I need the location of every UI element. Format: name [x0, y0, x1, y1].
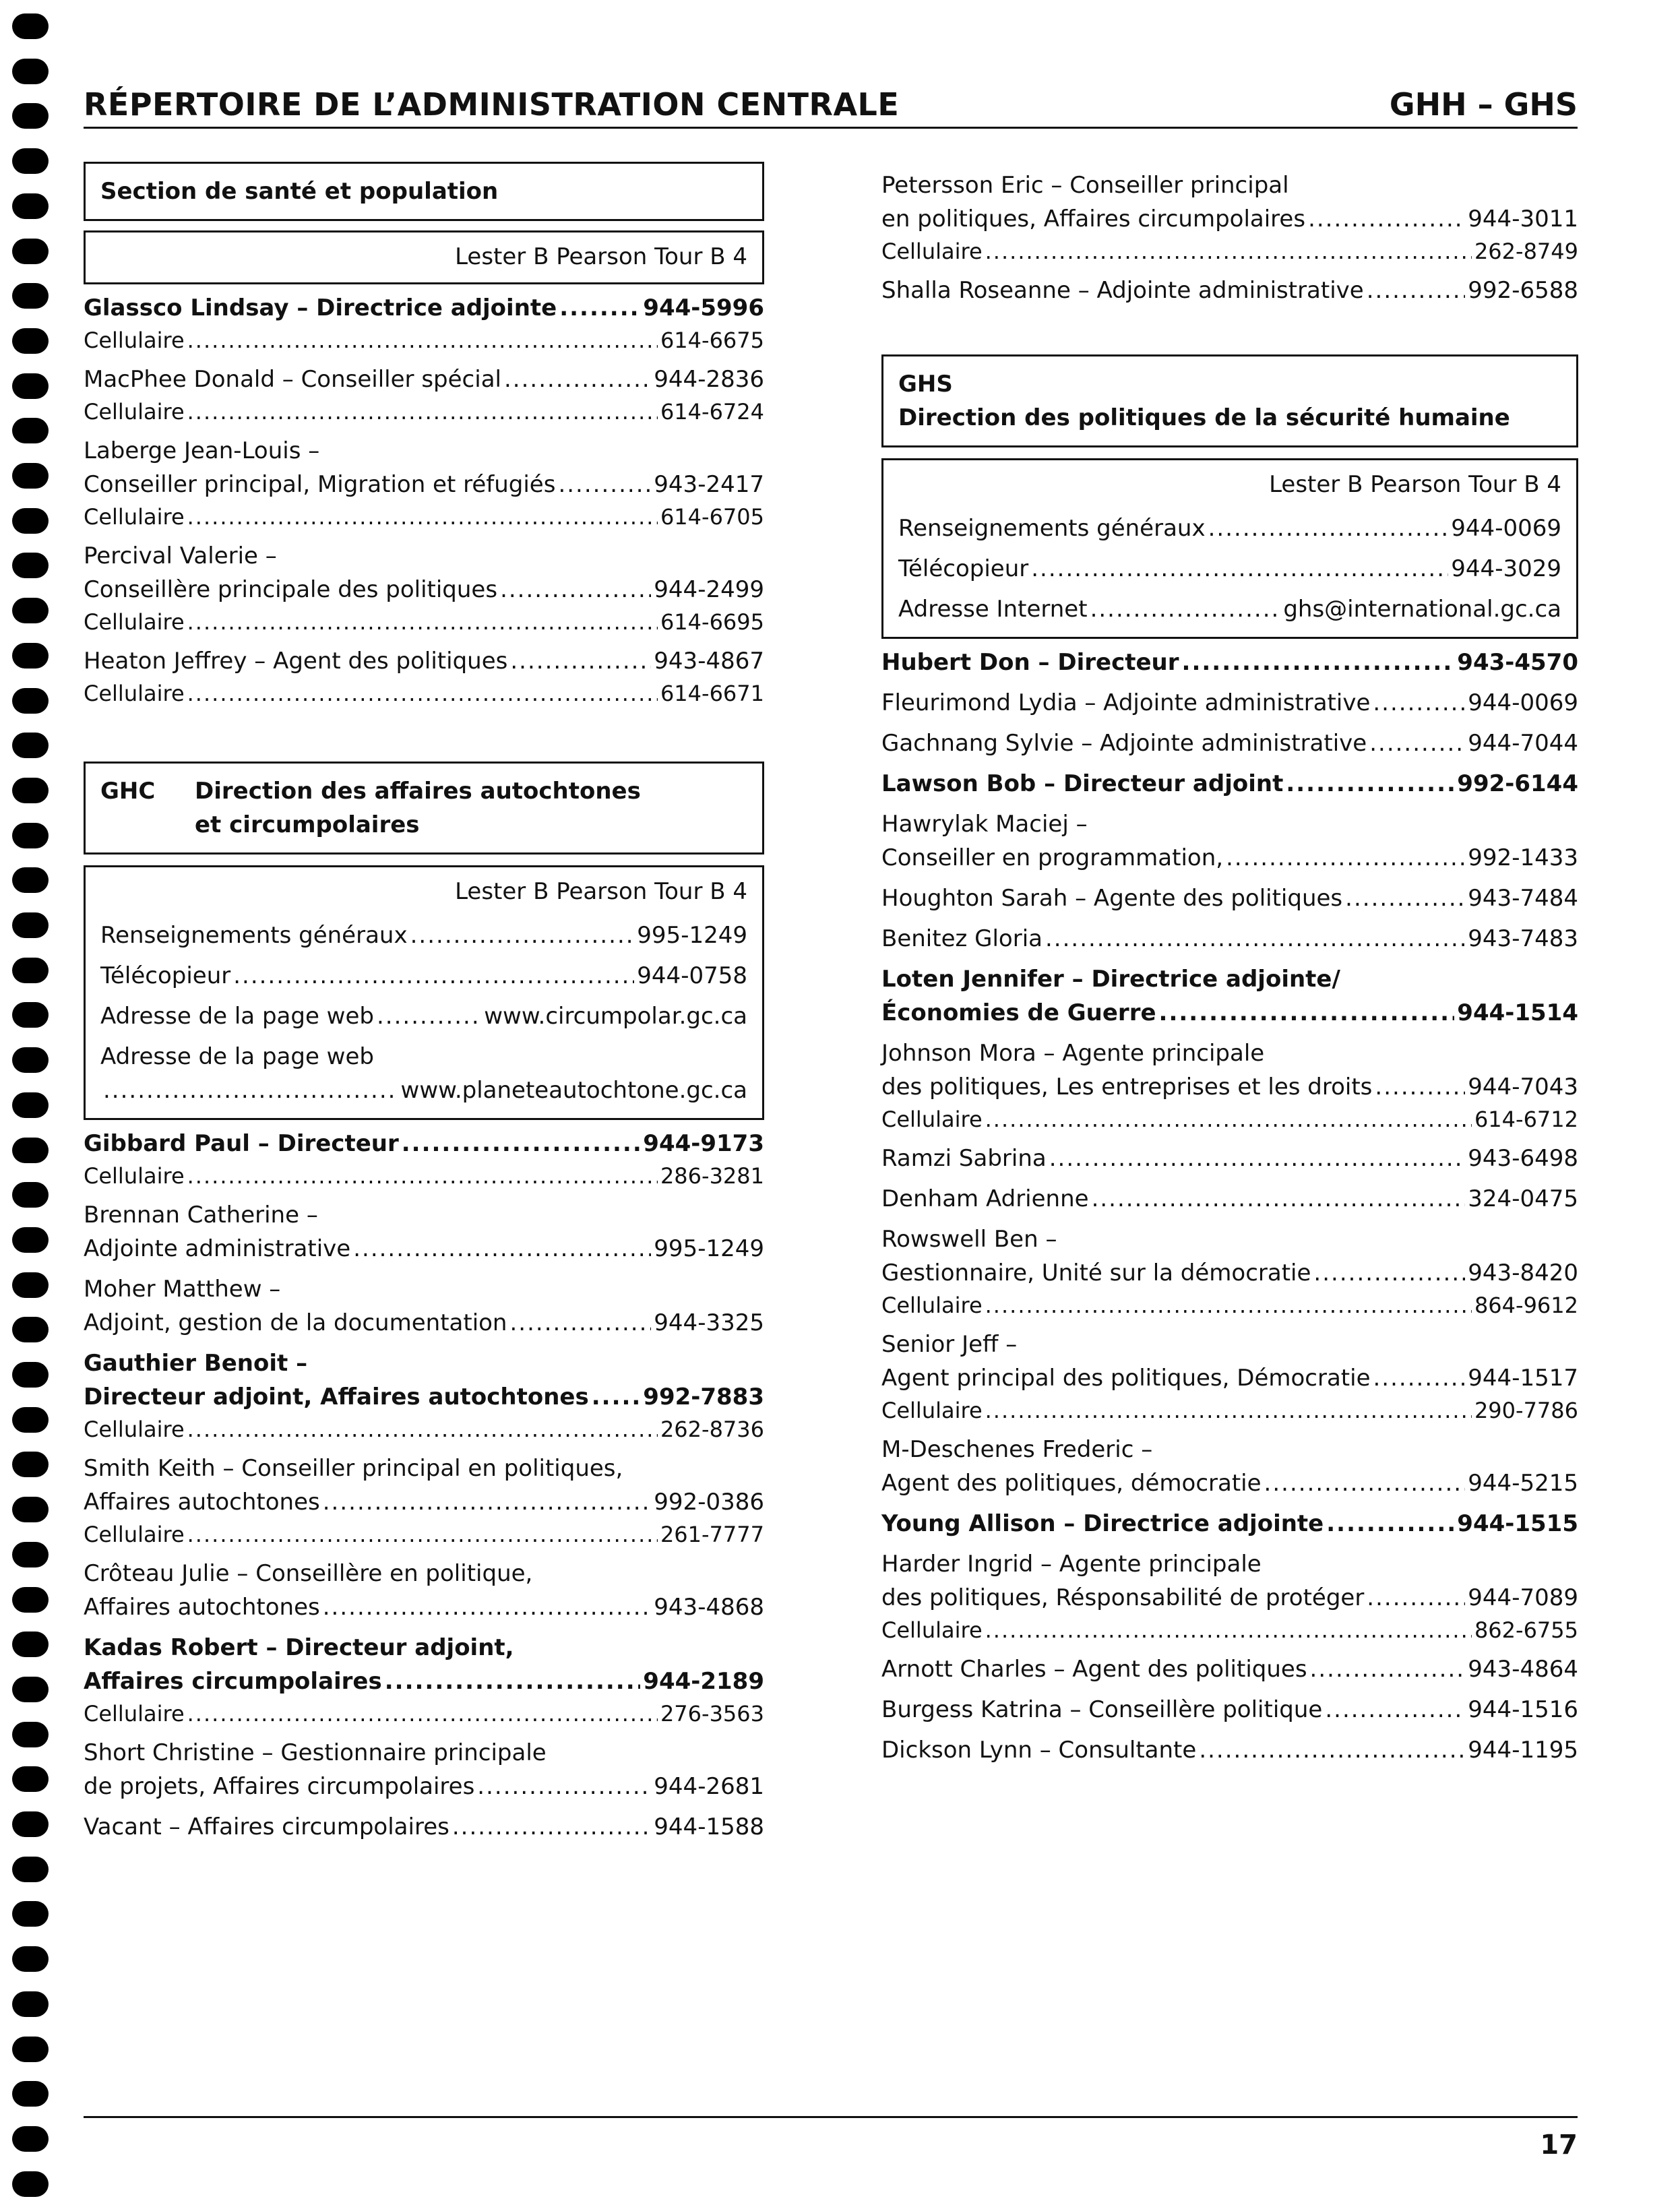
- binder-hole: [12, 553, 49, 578]
- cell-number: 614-6705: [660, 504, 764, 530]
- binder-hole: [12, 1677, 49, 1702]
- person-title: Adjoint, gestion de la documentation: [84, 1309, 507, 1336]
- phone-number: 944-2681: [654, 1773, 764, 1800]
- section-code: GHS: [898, 371, 953, 398]
- person-entry: [881, 881, 1578, 915]
- binder-hole: [12, 1766, 49, 1792]
- footer-rule: [84, 2116, 1578, 2118]
- phone-number: 944-7089: [1468, 1584, 1578, 1611]
- binder-hole: [12, 823, 49, 848]
- binder-hole: [12, 1272, 49, 1298]
- page-code-range: GHH – GHS: [1389, 86, 1578, 123]
- person-title: Ramzi Sabrina: [881, 1145, 1047, 1172]
- section-code: GHC: [100, 778, 156, 805]
- section-title: Section de santé et population: [100, 178, 499, 205]
- phone-number: 992-6588: [1468, 277, 1578, 304]
- phone-number: 995-1249: [654, 1235, 764, 1262]
- info-label: Télécopieur: [898, 555, 1029, 582]
- binder-hole: [12, 2126, 49, 2152]
- person-entry: [881, 1693, 1578, 1727]
- building-label: Lester B Pearson Tour B 4: [455, 243, 747, 270]
- binder-hole: [12, 1002, 49, 1028]
- person-name-line: Short Christine – Gestionnaire principale: [84, 1739, 547, 1766]
- info-label: Renseignements généraux: [898, 515, 1206, 542]
- person-name-line: Loten Jennifer – Directrice adjointe/: [881, 966, 1340, 993]
- section-title-line2: et circumpolaires: [195, 811, 420, 838]
- person-entry: [881, 807, 1578, 875]
- person-entry: [84, 1198, 764, 1266]
- cell-label: Cellulaire: [881, 1617, 983, 1643]
- person-title: en politiques, Affaires circumpolaires: [881, 206, 1306, 232]
- cell-label: Cellulaire: [84, 399, 185, 425]
- person-entry: [881, 1652, 1578, 1686]
- info-value: 944-3029: [1451, 555, 1561, 582]
- person-entry: [881, 1507, 1578, 1541]
- person-entry: [84, 644, 764, 709]
- binder-hole: [12, 1452, 49, 1477]
- person-title: Houghton Sarah – Agente des politiques: [881, 885, 1343, 912]
- cell-number: 290-7786: [1474, 1398, 1578, 1423]
- binder-hole: [12, 1497, 49, 1522]
- info-value: 944-0758: [637, 962, 747, 989]
- binder-hole: [12, 59, 49, 84]
- binder-hole: [12, 1317, 49, 1342]
- person-name-line: Brennan Catherine –: [84, 1202, 318, 1229]
- phone-number: 992-7883: [643, 1384, 764, 1410]
- person-title: Économies de Guerre: [881, 999, 1156, 1026]
- info-label: Adresse Internet: [898, 596, 1088, 623]
- phone-number: 944-1588: [654, 1813, 764, 1840]
- cell-number: 614-6695: [660, 609, 764, 635]
- person-entry: [881, 1182, 1578, 1216]
- cell-label: Cellulaire: [84, 609, 185, 635]
- phone-number: 944-7043: [1468, 1074, 1578, 1100]
- person-entry: [881, 274, 1578, 307]
- person-entry: [881, 726, 1578, 760]
- binder-hole: [12, 1632, 49, 1657]
- binder-hole: [12, 373, 49, 399]
- building-label: Lester B Pearson Tour B 4: [1269, 471, 1561, 498]
- person-title: Agent principal des politiques, Démocratie: [881, 1365, 1371, 1392]
- binder-hole: [12, 912, 49, 938]
- binder-hole: [12, 1182, 49, 1208]
- cell-label: Cellulaire: [84, 1417, 185, 1442]
- person-title: Denham Adrienne: [881, 1185, 1089, 1212]
- phone-number: 943-8420: [1468, 1260, 1578, 1286]
- person-entry: [881, 1142, 1578, 1175]
- header-rule: [84, 127, 1578, 129]
- cell-number: 614-6724: [660, 399, 764, 425]
- building-label: Lester B Pearson Tour B 4: [455, 878, 747, 905]
- binder-hole: [12, 733, 49, 758]
- cell-number: 862-6755: [1474, 1617, 1578, 1643]
- person-entry: [881, 767, 1578, 801]
- section-people-list: [881, 168, 1578, 307]
- phone-number: 943-2417: [654, 471, 764, 498]
- person-title: Gibbard Paul – Directeur: [84, 1130, 399, 1157]
- binder-hole: [12, 1542, 49, 1567]
- person-title: Dickson Lynn – Consultante: [881, 1737, 1197, 1764]
- cell-number: 614-6675: [660, 328, 764, 353]
- person-entry: [84, 539, 764, 638]
- info-row: [898, 552, 1561, 586]
- binder-hole: [12, 463, 49, 489]
- phone-number: 943-7483: [1468, 925, 1578, 952]
- cell-label: Cellulaire: [881, 1398, 983, 1423]
- person-name-line: Hawrylak Maciej –: [881, 811, 1088, 838]
- binder-hole: [12, 1587, 49, 1613]
- person-title: Conseillère principale des politiques: [84, 576, 498, 603]
- person-entry: [881, 962, 1578, 1030]
- cell-number: 262-8749: [1474, 239, 1578, 264]
- binder-hole: [12, 958, 49, 983]
- info-value: 995-1249: [637, 922, 747, 949]
- binder-hole: [12, 103, 49, 129]
- page-number: 17: [1540, 2130, 1578, 2161]
- section-people-list: [881, 646, 1578, 1767]
- person-title: Adjointe administrative: [84, 1235, 351, 1262]
- person-title: Shalla Roseanne – Adjointe administrative: [881, 277, 1364, 304]
- binder-holes: [12, 13, 53, 2197]
- person-entry: [881, 1433, 1578, 1500]
- binder-hole: [12, 2171, 49, 2197]
- phone-number: 992-0386: [654, 1489, 764, 1516]
- cell-label: Cellulaire: [84, 328, 185, 353]
- binder-hole: [12, 598, 49, 623]
- person-entry: [84, 1557, 764, 1624]
- person-title: Affaires circumpolaires: [84, 1668, 382, 1695]
- person-title: Benitez Gloria: [881, 925, 1043, 952]
- person-name-line: Smith Keith – Conseiller principal en politiques,: [84, 1455, 623, 1482]
- cell-label: Cellulaire: [84, 1701, 185, 1727]
- phone-number: 944-5215: [1468, 1470, 1578, 1497]
- phone-number: 944-3011: [1468, 206, 1578, 232]
- person-entry: [84, 1346, 764, 1445]
- binder-hole: [12, 1407, 49, 1433]
- phone-number: 944-3325: [654, 1309, 764, 1336]
- binder-hole: [12, 1362, 49, 1388]
- person-title: Affaires autochtones: [84, 1594, 320, 1621]
- person-title: Fleurimond Lydia – Adjointe administrative: [881, 689, 1371, 716]
- person-entry: [84, 1272, 764, 1340]
- info-label: Adresse de la page web: [100, 1043, 374, 1070]
- phone-number: 944-1516: [1468, 1696, 1578, 1723]
- phone-number: 944-1195: [1468, 1737, 1578, 1764]
- person-title: Vacant – Affaires circumpolaires: [84, 1813, 449, 1840]
- person-title: Hubert Don – Directeur: [881, 649, 1179, 676]
- section-info-box: [881, 458, 1578, 639]
- person-title: de projets, Affaires circumpolaires: [84, 1773, 475, 1800]
- person-name-line: Harder Ingrid – Agente principale: [881, 1551, 1262, 1578]
- person-title: Glassco Lindsay – Directrice adjointe: [84, 294, 557, 321]
- binder-hole: [12, 1722, 49, 1747]
- web-link[interactable]: www.planeteautochtone.gc.ca: [400, 1077, 747, 1104]
- phone-number: 943-4867: [654, 648, 764, 675]
- person-entry: [84, 363, 764, 427]
- binder-hole: [12, 2037, 49, 2062]
- cell-label: Cellulaire: [881, 1107, 983, 1132]
- person-entry: [881, 1222, 1578, 1321]
- phone-number: 944-1514: [1457, 999, 1578, 1026]
- section-heading: [84, 162, 764, 221]
- section-building-box: [84, 230, 764, 284]
- binder-hole: [12, 418, 49, 443]
- section-people-list: [84, 1127, 764, 1844]
- binder-hole: [12, 643, 49, 669]
- phone-number: 944-7044: [1468, 730, 1578, 757]
- person-entry: [84, 1127, 764, 1191]
- phone-number: 324-0475: [1468, 1185, 1578, 1212]
- cell-number: 261-7777: [660, 1522, 764, 1547]
- cell-number: 286-3281: [660, 1163, 764, 1189]
- person-entry: [84, 291, 764, 356]
- person-name-line: Petersson Eric – Conseiller principal: [881, 172, 1289, 199]
- person-name-line: M-Deschenes Frederic –: [881, 1436, 1153, 1463]
- section-title: Direction des politiques de la sécurité humaine: [898, 404, 1510, 431]
- person-name-line: Laberge Jean-Louis –: [84, 437, 320, 464]
- info-label: Renseignements généraux: [100, 922, 408, 949]
- person-title: Affaires autochtones: [84, 1489, 320, 1516]
- person-title: MacPhee Donald – Conseiller spécial: [84, 366, 501, 393]
- person-entry: [881, 686, 1578, 720]
- cell-number: 262-8736: [660, 1417, 764, 1442]
- phone-number: 944-2836: [654, 366, 764, 393]
- person-title: Lawson Bob – Directeur adjoint: [881, 770, 1284, 797]
- binder-hole: [12, 1991, 49, 2017]
- person-title: Burgess Katrina – Conseillère politique: [881, 1696, 1323, 1723]
- person-name-line: Rowswell Ben –: [881, 1226, 1057, 1253]
- person-entry: [881, 646, 1578, 679]
- person-entry: [84, 1631, 764, 1729]
- cell-number: 276-3563: [660, 1701, 764, 1727]
- cell-number: 864-9612: [1474, 1293, 1578, 1318]
- phone-number: 944-1517: [1468, 1365, 1578, 1392]
- binder-hole: [12, 239, 49, 264]
- person-title: des politiques, Résponsabilité de protéger: [881, 1584, 1365, 1611]
- binder-hole: [12, 1946, 49, 1972]
- left-column: [84, 162, 764, 1849]
- phone-number: 944-2189: [643, 1668, 764, 1695]
- person-title: Conseiller principal, Migration et réfugiés: [84, 471, 556, 498]
- phone-number: 943-4570: [1457, 649, 1578, 676]
- cell-label: Cellulaire: [881, 239, 983, 264]
- person-name-line: Senior Jeff –: [881, 1331, 1018, 1358]
- cell-label: Cellulaire: [84, 1163, 185, 1189]
- person-name-line: Kadas Robert – Directeur adjoint,: [84, 1634, 514, 1661]
- person-title: Heaton Jeffrey – Agent des politiques: [84, 648, 508, 675]
- page-title: RÉPERTOIRE DE L’ADMINISTRATION CENTRALE: [84, 86, 900, 123]
- info-row: [898, 511, 1561, 545]
- info-row: [100, 919, 747, 952]
- person-title: Arnott Charles – Agent des politiques: [881, 1656, 1307, 1683]
- person-name-line: Johnson Mora – Agente principale: [881, 1040, 1265, 1067]
- person-entry: [84, 1736, 764, 1803]
- binder-hole: [12, 867, 49, 893]
- binder-hole: [12, 13, 49, 39]
- binder-hole: [12, 1857, 49, 1882]
- person-name-line: Crôteau Julie – Conseillère en politique,: [84, 1560, 533, 1587]
- phone-number: 944-9173: [643, 1130, 764, 1157]
- person-entry: [881, 1547, 1578, 1646]
- binder-hole: [12, 328, 49, 354]
- binder-hole: [12, 508, 49, 534]
- cell-label: Cellulaire: [84, 504, 185, 530]
- info-row: [100, 1040, 747, 1107]
- person-title: Gachnang Sylvie – Adjointe administrative: [881, 730, 1367, 757]
- binder-hole: [12, 1901, 49, 1927]
- binder-hole: [12, 148, 49, 174]
- phone-number: 944-1515: [1457, 1510, 1578, 1537]
- cell-label: Cellulaire: [881, 1293, 983, 1318]
- person-name-line: Percival Valerie –: [84, 542, 277, 569]
- binder-hole: [12, 1092, 49, 1118]
- phone-number: 992-6144: [1457, 770, 1578, 797]
- phone-number: 943-7484: [1468, 885, 1578, 912]
- phone-number: 943-4868: [654, 1594, 764, 1621]
- info-value: www.circumpolar.gc.ca: [484, 1003, 747, 1030]
- person-title: Gestionnaire, Unité sur la démocratie: [881, 1260, 1311, 1286]
- binder-hole: [12, 1227, 49, 1253]
- person-entry: [84, 1810, 764, 1844]
- info-label: Adresse de la page web: [100, 1003, 374, 1030]
- person-entry: [881, 168, 1578, 267]
- binder-hole: [12, 283, 49, 309]
- section-people-list: [84, 291, 764, 709]
- cell-number: 614-6712: [1474, 1107, 1578, 1132]
- section-title-line1: Direction des affaires autochtones: [195, 778, 641, 805]
- cell-number: 614-6671: [660, 681, 764, 706]
- cell-label: Cellulaire: [84, 1522, 185, 1547]
- right-column: [881, 162, 1578, 1772]
- binder-hole: [12, 1138, 49, 1163]
- cell-label: Cellulaire: [84, 681, 185, 706]
- phone-number: 943-4864: [1468, 1656, 1578, 1683]
- info-value: 944-0069: [1451, 515, 1561, 542]
- person-title: Conseiller en programmation,: [881, 844, 1224, 871]
- person-name-line: Gauthier Benoit –: [84, 1350, 308, 1377]
- info-row: [100, 959, 747, 993]
- binder-hole: [12, 2081, 49, 2107]
- binder-hole: [12, 688, 49, 714]
- info-label: Télécopieur: [100, 962, 231, 989]
- person-title: Young Allison – Directrice adjointe: [881, 1510, 1324, 1537]
- person-entry: [881, 1733, 1578, 1767]
- section-info-box: [84, 865, 764, 1120]
- info-row: [100, 999, 747, 1033]
- info-value: ghs@international.gc.ca: [1283, 596, 1561, 623]
- section-heading: [84, 762, 764, 855]
- person-entry: [84, 1452, 764, 1550]
- binder-hole: [12, 193, 49, 219]
- info-row: [898, 592, 1561, 626]
- binder-hole: [12, 778, 49, 803]
- phone-number: 992-1433: [1468, 844, 1578, 871]
- person-entry: [881, 1036, 1578, 1135]
- person-entry: [881, 922, 1578, 956]
- phone-number: 944-5996: [643, 294, 764, 321]
- person-entry: [84, 434, 764, 532]
- person-title: des politiques, Les entreprises et les droits: [881, 1074, 1373, 1100]
- person-name-line: Moher Matthew –: [84, 1276, 281, 1303]
- person-title: Agent des politiques, démocratie: [881, 1470, 1262, 1497]
- binder-hole: [12, 1811, 49, 1837]
- person-title: Directeur adjoint, Affaires autochtones: [84, 1384, 589, 1410]
- phone-number: 944-0069: [1468, 689, 1578, 716]
- binder-hole: [12, 1047, 49, 1073]
- phone-number: 943-6498: [1468, 1145, 1578, 1172]
- person-entry: [881, 1328, 1578, 1426]
- phone-number: 944-2499: [654, 576, 764, 603]
- section-heading: [881, 354, 1578, 447]
